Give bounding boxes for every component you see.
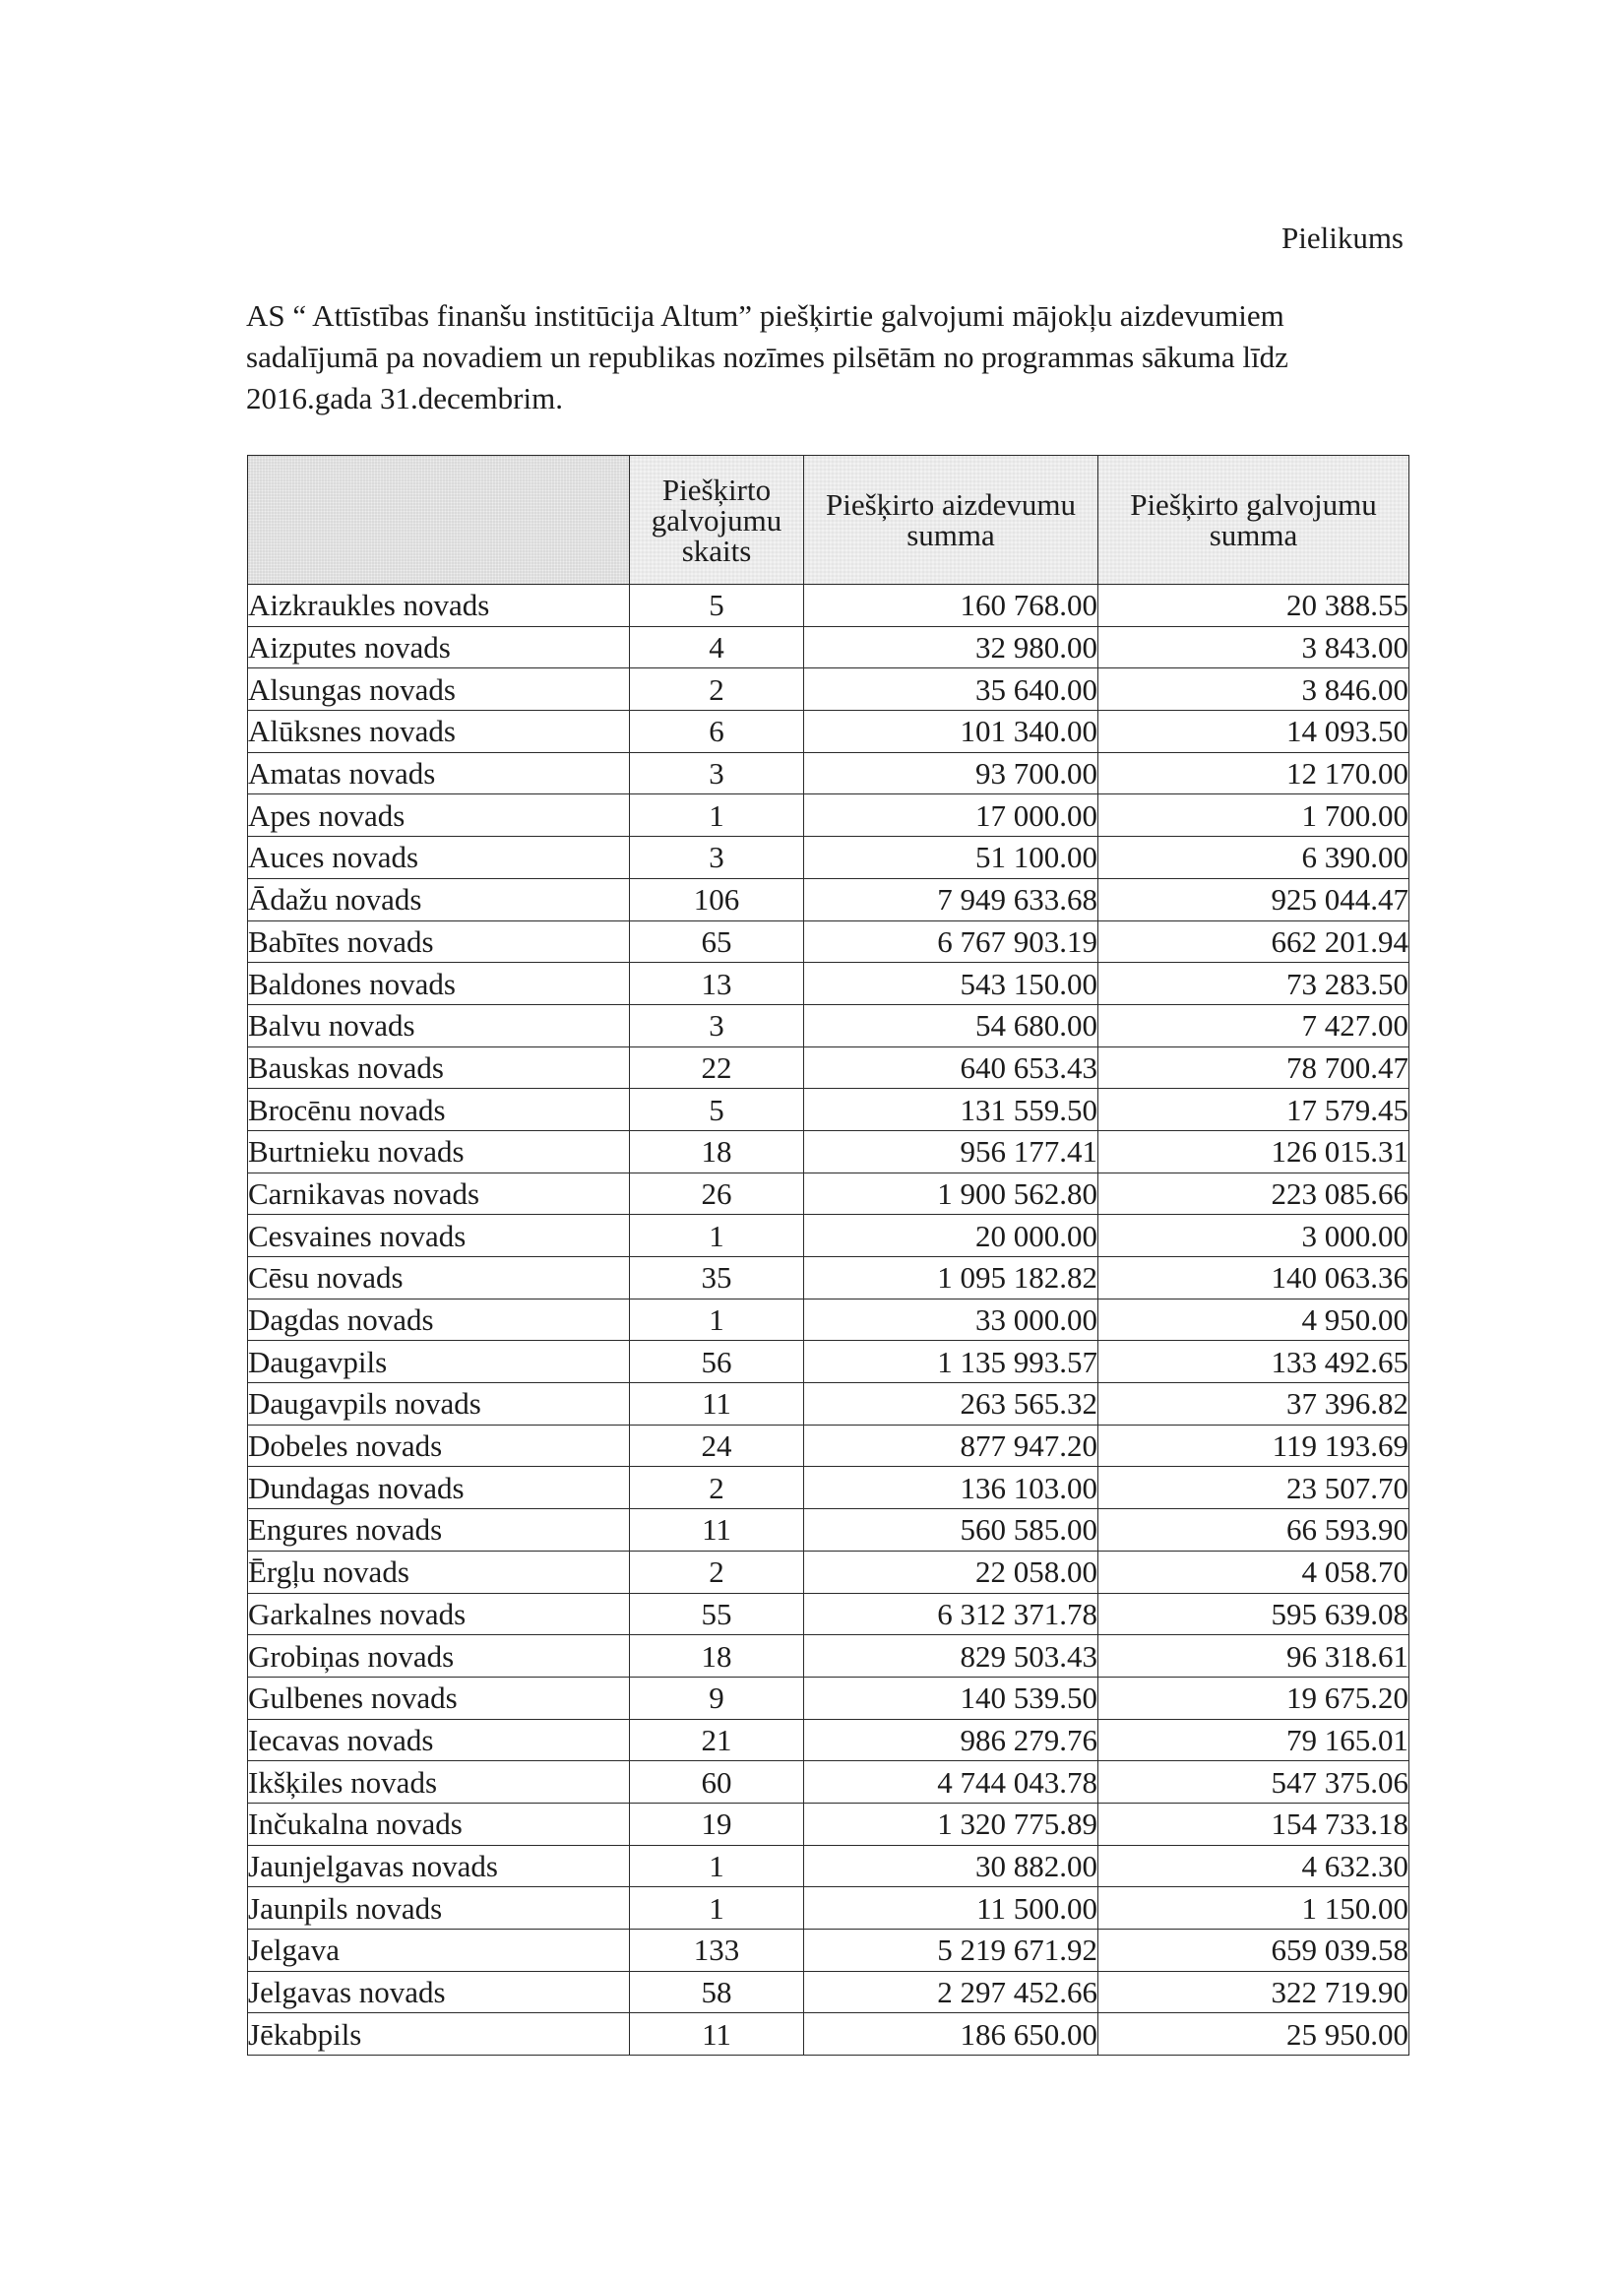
cell-municipality: Iecavas novads — [248, 1719, 630, 1761]
cell-municipality: Jaunjelgavas novads — [248, 1845, 630, 1887]
cell-loan-sum: 640 653.43 — [804, 1046, 1098, 1089]
cell-loan-sum: 263 565.32 — [804, 1383, 1098, 1426]
cell-guarantee-count: 35 — [630, 1257, 804, 1299]
cell-guarantee-count: 56 — [630, 1341, 804, 1383]
cell-guarantee-sum: 140 063.36 — [1098, 1257, 1409, 1299]
cell-municipality: Aizkraukles novads — [248, 585, 630, 627]
cell-municipality: Carnikavas novads — [248, 1173, 630, 1215]
header-blank-cell — [248, 456, 630, 585]
cell-guarantee-count: 2 — [630, 1551, 804, 1593]
cell-guarantee-count: 65 — [630, 920, 804, 963]
cell-guarantee-sum: 1 150.00 — [1098, 1887, 1409, 1930]
table-row — [248, 1089, 1409, 1131]
cell-guarantee-count: 18 — [630, 1635, 804, 1678]
cell-guarantee-sum: 4 950.00 — [1098, 1299, 1409, 1341]
cell-guarantee-sum: 7 427.00 — [1098, 1004, 1409, 1046]
cell-guarantee-count: 1 — [630, 1215, 804, 1257]
cell-municipality: Cesvaines novads — [248, 1215, 630, 1257]
cell-loan-sum: 4 744 043.78 — [804, 1761, 1098, 1804]
cell-guarantee-sum: 6 390.00 — [1098, 837, 1409, 879]
header-loan-sum: Piešķirto aizdevumu summa — [804, 456, 1098, 585]
cell-municipality: Amatas novads — [248, 752, 630, 794]
cell-guarantee-sum: 223 085.66 — [1098, 1173, 1409, 1215]
cell-loan-sum: 186 650.00 — [804, 2013, 1098, 2056]
table-row — [248, 626, 1409, 668]
cell-municipality: Ikšķiles novads — [248, 1761, 630, 1804]
cell-loan-sum: 1 095 182.82 — [804, 1257, 1098, 1299]
cell-guarantee-sum: 25 950.00 — [1098, 2013, 1409, 2056]
cell-loan-sum: 35 640.00 — [804, 668, 1098, 711]
table-row — [248, 585, 1409, 627]
cell-municipality: Grobiņas novads — [248, 1635, 630, 1678]
cell-loan-sum: 33 000.00 — [804, 1299, 1098, 1341]
cell-municipality: Garkalnes novads — [248, 1593, 630, 1635]
cell-municipality: Inčukalna novads — [248, 1803, 630, 1845]
cell-municipality: Daugavpils — [248, 1341, 630, 1383]
table-row — [248, 1341, 1409, 1383]
cell-loan-sum: 1 320 775.89 — [804, 1803, 1098, 1845]
table-row — [248, 1130, 1409, 1173]
cell-municipality: Gulbenes novads — [248, 1677, 630, 1719]
table-row — [248, 794, 1409, 837]
table-row — [248, 1635, 1409, 1678]
cell-municipality: Dobeles novads — [248, 1425, 630, 1467]
cell-guarantee-sum: 17 579.45 — [1098, 1089, 1409, 1131]
cell-municipality: Jelgavas novads — [248, 1971, 630, 2013]
cell-guarantee-count: 3 — [630, 752, 804, 794]
cell-loan-sum: 51 100.00 — [804, 837, 1098, 879]
cell-loan-sum: 5 219 671.92 — [804, 1930, 1098, 1972]
cell-guarantee-count: 55 — [630, 1593, 804, 1635]
page-label: Pielikums — [1280, 221, 1404, 255]
cell-municipality: Jelgava — [248, 1930, 630, 1972]
cell-guarantee-count: 5 — [630, 1089, 804, 1131]
cell-guarantee-sum: 595 639.08 — [1098, 1593, 1409, 1635]
cell-loan-sum: 11 500.00 — [804, 1887, 1098, 1930]
cell-guarantee-sum: 322 719.90 — [1098, 1971, 1409, 2013]
table-row — [248, 1930, 1409, 1972]
cell-loan-sum: 20 000.00 — [804, 1215, 1098, 1257]
cell-guarantee-count: 60 — [630, 1761, 804, 1804]
cell-guarantee-count: 18 — [630, 1130, 804, 1173]
cell-guarantee-sum: 3 843.00 — [1098, 626, 1409, 668]
table-header — [248, 456, 1409, 585]
cell-municipality: Ērgļu novads — [248, 1551, 630, 1593]
cell-guarantee-count: 2 — [630, 1467, 804, 1509]
cell-loan-sum: 30 882.00 — [804, 1845, 1098, 1887]
cell-municipality: Cēsu novads — [248, 1257, 630, 1299]
cell-guarantee-sum: 4 058.70 — [1098, 1551, 1409, 1593]
cell-municipality: Bauskas novads — [248, 1046, 630, 1089]
cell-loan-sum: 6 312 371.78 — [804, 1593, 1098, 1635]
cell-guarantee-count: 13 — [630, 963, 804, 1005]
cell-guarantee-sum: 19 675.20 — [1098, 1677, 1409, 1719]
document-intro: AS “ Attīstības finanšu institūcija Altum” piešķirtie galvojumi mājokļu aizdevumiem sadalījumā pa novadiem un republikas nozīmes pilsētām no programmas sākuma līdz 2016.gada 31.decembrim. — [246, 298, 1288, 415]
table-row — [248, 1004, 1409, 1046]
cell-guarantee-count: 1 — [630, 1887, 804, 1930]
cell-loan-sum: 160 768.00 — [804, 585, 1098, 627]
table-row — [248, 711, 1409, 753]
table-row — [248, 1971, 1409, 2013]
cell-municipality: Brocēnu novads — [248, 1089, 630, 1131]
table-row — [248, 1551, 1409, 1593]
cell-guarantee-sum: 133 492.65 — [1098, 1341, 1409, 1383]
cell-guarantee-sum: 66 593.90 — [1098, 1509, 1409, 1552]
cell-municipality: Auces novads — [248, 837, 630, 879]
cell-guarantee-count: 4 — [630, 626, 804, 668]
cell-loan-sum: 54 680.00 — [804, 1004, 1098, 1046]
table-row — [248, 1845, 1409, 1887]
cell-loan-sum: 986 279.76 — [804, 1719, 1098, 1761]
cell-guarantee-count: 9 — [630, 1677, 804, 1719]
table-row — [248, 1719, 1409, 1761]
header-count: Piešķirto galvojumu skaits — [630, 456, 804, 585]
table-row — [248, 1173, 1409, 1215]
table-row — [248, 752, 1409, 794]
cell-loan-sum: 140 539.50 — [804, 1677, 1098, 1719]
cell-loan-sum: 136 103.00 — [804, 1467, 1098, 1509]
cell-loan-sum: 32 980.00 — [804, 626, 1098, 668]
table-row — [248, 1257, 1409, 1299]
table-body — [248, 585, 1409, 2056]
cell-loan-sum: 17 000.00 — [804, 794, 1098, 837]
cell-loan-sum: 93 700.00 — [804, 752, 1098, 794]
cell-loan-sum: 6 767 903.19 — [804, 920, 1098, 963]
cell-municipality: Jaunpils novads — [248, 1887, 630, 1930]
cell-loan-sum: 131 559.50 — [804, 1089, 1098, 1131]
cell-municipality: Baldones novads — [248, 963, 630, 1005]
cell-municipality: Burtnieku novads — [248, 1130, 630, 1173]
cell-guarantee-count: 5 — [630, 585, 804, 627]
cell-municipality: Apes novads — [248, 794, 630, 837]
cell-guarantee-count: 11 — [630, 1509, 804, 1552]
table-row — [248, 1761, 1409, 1804]
cell-loan-sum: 22 058.00 — [804, 1551, 1098, 1593]
header-guarantee-sum: Piešķirto galvojumu summa — [1098, 456, 1409, 585]
cell-guarantee-sum: 662 201.94 — [1098, 920, 1409, 963]
cell-guarantee-count: 3 — [630, 837, 804, 879]
cell-loan-sum: 543 150.00 — [804, 963, 1098, 1005]
cell-municipality: Engures novads — [248, 1509, 630, 1552]
cell-guarantee-count: 26 — [630, 1173, 804, 1215]
cell-guarantee-count: 58 — [630, 1971, 804, 2013]
table-row — [248, 1425, 1409, 1467]
cell-municipality: Jēkabpils — [248, 2013, 630, 2056]
cell-guarantee-sum: 659 039.58 — [1098, 1930, 1409, 1972]
table-row — [248, 1803, 1409, 1845]
cell-guarantee-sum: 4 632.30 — [1098, 1845, 1409, 1887]
table-row — [248, 1215, 1409, 1257]
table-row — [248, 878, 1409, 920]
cell-municipality: Ādažu novads — [248, 878, 630, 920]
cell-guarantee-sum: 14 093.50 — [1098, 711, 1409, 753]
table-row — [248, 837, 1409, 879]
cell-municipality: Babītes novads — [248, 920, 630, 963]
guarantees-table — [247, 455, 1409, 2056]
cell-loan-sum: 1 900 562.80 — [804, 1173, 1098, 1215]
cell-guarantee-sum: 78 700.47 — [1098, 1046, 1409, 1089]
cell-guarantee-sum: 3 846.00 — [1098, 668, 1409, 711]
cell-loan-sum: 7 949 633.68 — [804, 878, 1098, 920]
cell-guarantee-sum: 3 000.00 — [1098, 1215, 1409, 1257]
table-row — [248, 1383, 1409, 1426]
cell-guarantee-count: 2 — [630, 668, 804, 711]
cell-loan-sum: 877 947.20 — [804, 1425, 1098, 1467]
cell-municipality: Dundagas novads — [248, 1467, 630, 1509]
cell-loan-sum: 2 297 452.66 — [804, 1971, 1098, 2013]
cell-municipality: Alūksnes novads — [248, 711, 630, 753]
cell-guarantee-sum: 925 044.47 — [1098, 878, 1409, 920]
cell-guarantee-sum: 1 700.00 — [1098, 794, 1409, 837]
cell-municipality: Alsungas novads — [248, 668, 630, 711]
table-row — [248, 1593, 1409, 1635]
table-row — [248, 1467, 1409, 1509]
table-row — [248, 963, 1409, 1005]
cell-guarantee-count: 24 — [630, 1425, 804, 1467]
table-row — [248, 1887, 1409, 1930]
cell-loan-sum: 829 503.43 — [804, 1635, 1098, 1678]
cell-guarantee-sum: 154 733.18 — [1098, 1803, 1409, 1845]
cell-guarantee-count: 1 — [630, 1845, 804, 1887]
cell-loan-sum: 560 585.00 — [804, 1509, 1098, 1552]
table-row — [248, 1677, 1409, 1719]
cell-municipality: Daugavpils novads — [248, 1383, 630, 1426]
cell-guarantee-count: 19 — [630, 1803, 804, 1845]
table-row — [248, 920, 1409, 963]
cell-guarantee-count: 133 — [630, 1930, 804, 1972]
table-row — [248, 668, 1409, 711]
cell-guarantee-count: 106 — [630, 878, 804, 920]
cell-guarantee-sum: 23 507.70 — [1098, 1467, 1409, 1509]
cell-guarantee-count: 11 — [630, 1383, 804, 1426]
cell-guarantee-count: 6 — [630, 711, 804, 753]
cell-guarantee-count: 3 — [630, 1004, 804, 1046]
cell-loan-sum: 101 340.00 — [804, 711, 1098, 753]
cell-guarantee-sum: 20 388.55 — [1098, 585, 1409, 627]
cell-guarantee-sum: 12 170.00 — [1098, 752, 1409, 794]
cell-loan-sum: 956 177.41 — [804, 1130, 1098, 1173]
cell-guarantee-sum: 96 318.61 — [1098, 1635, 1409, 1678]
cell-guarantee-sum: 73 283.50 — [1098, 963, 1409, 1005]
cell-guarantee-sum: 79 165.01 — [1098, 1719, 1409, 1761]
cell-guarantee-sum: 547 375.06 — [1098, 1761, 1409, 1804]
cell-guarantee-count: 21 — [630, 1719, 804, 1761]
cell-guarantee-count: 11 — [630, 2013, 804, 2056]
table-row — [248, 1509, 1409, 1552]
cell-municipality: Balvu novads — [248, 1004, 630, 1046]
cell-municipality: Dagdas novads — [248, 1299, 630, 1341]
cell-guarantee-count: 22 — [630, 1046, 804, 1089]
cell-municipality: Aizputes novads — [248, 626, 630, 668]
cell-loan-sum: 1 135 993.57 — [804, 1341, 1098, 1383]
cell-guarantee-sum: 126 015.31 — [1098, 1130, 1409, 1173]
table-row — [248, 1299, 1409, 1341]
cell-guarantee-count: 1 — [630, 794, 804, 837]
cell-guarantee-sum: 37 396.82 — [1098, 1383, 1409, 1426]
cell-guarantee-sum: 119 193.69 — [1098, 1425, 1409, 1467]
table-row — [248, 1046, 1409, 1089]
cell-guarantee-count: 1 — [630, 1299, 804, 1341]
table-row — [248, 2013, 1409, 2056]
